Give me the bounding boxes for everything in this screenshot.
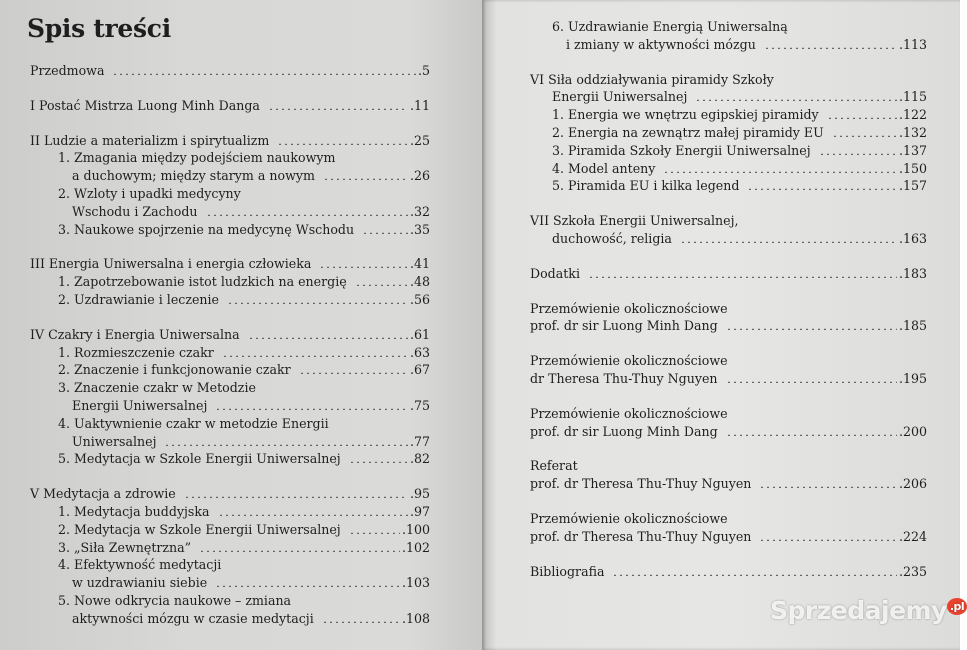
page-number: .102 [401,539,430,555]
dot-leader [184,488,408,498]
page-number: .195 [898,370,927,386]
dot-leader [277,135,408,145]
toc-entry [530,300,927,336]
page-number: .137 [898,142,927,158]
dot-leader [112,65,416,75]
toc-entry [30,326,430,344]
dot-leader [248,329,408,339]
dot-leader [215,400,408,410]
toc-entry [30,361,430,379]
toc-entry-text: 1. Medytacja buddyjska [58,503,210,519]
toc-entry-text: 2. Medytacja w Szkole Energii Uniwersalnej [58,521,341,537]
dot-leader [322,613,400,623]
dot-leader [355,276,408,286]
dot-leader [218,506,408,516]
page-number: .56 [409,291,430,307]
toc-entry-text: Referat [530,458,578,474]
page-number: .48 [409,274,430,290]
page-number: .5 [417,63,430,78]
toc-entry-text: 3. Naukowe spojrzenie na medycynę Wschodu [58,221,355,237]
watermark-logo: Sprzedajemy $^{.pl}$ [770,596,967,625]
toc-entry [30,379,430,415]
toc-entry [30,503,430,521]
toc-entry-text: 3. „Siła Zewnętrzna” [58,539,192,555]
dot-leader [222,347,408,357]
toc-list-right [530,18,927,580]
toc-entry-text: V Medytacja a zdrowie [30,486,176,502]
toc-entry [30,415,430,451]
dot-leader [680,233,897,243]
page-number: .32 [409,203,430,219]
toc-entry [30,344,430,362]
page-number: .113 [898,36,927,52]
toc-entry-text: IV Czakry i Energia Uniwersalna [30,326,240,342]
page-number: .75 [409,397,430,413]
toc-entry [530,71,927,107]
dot-leader [206,206,408,216]
toc-entry-text: prof. dr sir Luong Minh Dang [530,318,718,334]
toc-entry [530,265,927,283]
toc-entry-text: Energii Uniwersalnej [72,397,208,413]
toc-entry-text: 6. Uzdrawianie Energią Uniwersalną [552,19,788,34]
toc-entry-text: 5. Medytacja w Szkole Energii Uniwersalnej [58,451,341,467]
page-number: .97 [409,503,430,519]
page-number: .100 [401,521,430,537]
toc-entry-text: dr Theresa Thu-Thuy Nguyen [530,370,718,386]
toc-entry [30,255,430,273]
toc-entry-text: Przedmowa [30,63,105,78]
dot-leader [268,100,408,110]
dot-leader [726,426,897,436]
toc-entry-text: Bibliografia [530,563,605,579]
toc-entry [30,556,430,592]
dot-leader [832,127,897,137]
dot-leader [349,453,408,463]
page-number: .183 [898,265,927,281]
toc-entry [30,450,430,468]
dot-leader [764,39,897,49]
toc-entry-text: Energii Uniwersalnej [552,89,688,105]
page-number: .82 [409,451,430,467]
toc-entry-text: 3. Znaczenie czakr w Metodzie [58,380,256,396]
page-number: .115 [898,89,927,105]
toc-entry [30,62,430,80]
right-page [482,0,960,650]
dot-leader [362,224,408,234]
toc-entry-text: aktywności mózgu w czasie medytacji [72,610,314,626]
toc-entry [30,149,430,185]
toc-entry-text: 2. Uzdrawianie i leczenie [58,291,220,307]
page-number: .95 [409,486,430,502]
toc-entry-text: Uniwersalnej [72,433,157,449]
toc-entry [30,221,430,239]
page-number: .200 [898,423,927,439]
page-number: .41 [409,256,430,272]
dot-leader [726,373,897,383]
toc-entry [30,97,430,115]
toc-entry [30,521,430,539]
toc-entry-text: 3. Piramida Szkoły Energii Uniwersalnej [552,142,811,158]
page-number: .224 [898,528,927,544]
dot-leader [299,364,408,374]
toc-entry-text: Przemówienie okolicznościowe [530,300,728,316]
dot-leader [323,170,408,180]
dot-leader [349,524,400,534]
toc-entry [30,592,430,628]
toc-entry [530,124,927,142]
toc-entry [530,106,927,124]
toc-entry-text: 5. Piramida EU i kilka legend [552,178,740,194]
toc-entry-text: 2. Wzloty i upadki medycyny [58,185,241,201]
toc-entry [530,212,927,248]
toc-entry-text: 1. Zmagania między podejściem naukowym [58,150,336,166]
dot-leader [612,566,896,576]
page-number: .25 [409,132,430,148]
toc-entry-text: duchowość, religia [552,230,672,246]
toc-entry [30,291,430,309]
page-number: .11 [409,97,430,113]
toc-entry-text: 1. Energia we wnętrzu egipskiej piramidy [552,107,819,123]
dot-leader [588,268,897,278]
dot-leader [227,294,408,304]
toc-entry-text: 1. Rozmieszczenie czakr [58,344,214,360]
toc-entry [30,132,430,150]
dot-leader [726,320,897,330]
toc-list-left [30,62,430,628]
toc-entry [530,510,927,546]
dot-leader [663,163,897,173]
dot-leader [695,91,897,101]
toc-entry [530,142,927,160]
toc-entry [30,485,430,503]
page-number: .103 [401,575,430,591]
page-number: .108 [401,610,430,626]
toc-entry [530,352,927,388]
dot-leader [747,180,897,190]
toc-entry-text: Dodatki [530,265,580,281]
toc-entry [30,539,430,557]
page-number: .122 [898,107,927,123]
page-number: .77 [409,433,430,449]
toc-entry-text: a duchowym; między starym a nowym [72,168,315,184]
toc-entry-text: Przemówienie okolicznościowe [530,353,728,369]
toc-entry-text: prof. dr Theresa Thu-Thuy Nguyen [530,528,752,544]
dot-leader [759,478,897,488]
page-number: .185 [898,318,927,334]
dot-leader [319,258,408,268]
toc-entry [530,177,927,195]
toc-entry [530,18,927,54]
toc-entry-text: 4. Efektywność medytacji [58,557,222,573]
dot-leader [819,145,897,155]
toc-entry [530,563,927,581]
left-page [0,0,482,650]
toc-entry-text: VII Szkoła Energii Uniwersalnej, [530,213,739,229]
toc-entry-text: 5. Nowe odkrycia naukowe – zmiana [58,592,292,608]
page-number: .67 [409,362,430,378]
page-number: .35 [409,221,430,237]
page-number: .157 [898,178,927,194]
toc-entry-text: 4. Uaktywnienie czakr w metodzie Energii [58,415,329,431]
toc-entry-text: w uzdrawianiu siebie [72,575,208,591]
page-number: .235 [898,563,927,579]
page-title: Spis treści [27,14,171,43]
toc-entry-text: II Ludzie a materializm i spirytualizm [30,132,270,148]
toc-entry-text: i zmiany w aktywności mózgu [566,36,756,52]
toc-entry-text: prof. dr Theresa Thu-Thuy Nguyen [530,476,752,492]
toc-entry-text: Wschodu i Zachodu [72,203,198,219]
page-number: .206 [898,476,927,492]
toc-entry-text: 1. Zapotrzebowanie istot ludzkich na energię [58,274,347,290]
toc-entry [530,160,927,178]
toc-entry-text: prof. dr sir Luong Minh Dang [530,423,718,439]
dot-leader [827,109,897,119]
toc-entry [30,185,430,221]
toc-entry-text: Przemówienie okolicznościowe [530,405,728,421]
toc-entry [530,457,927,493]
dot-leader [759,531,897,541]
toc-entry [30,273,430,291]
toc-entry-text: 2. Znaczenie i funkcjonowanie czakr [58,362,291,378]
dot-leader [164,436,407,446]
toc-entry-text: VI Siła oddziaływania piramidy Szkoły [530,71,774,87]
toc-entry-text: III Energia Uniwersalna i energia człowieka [30,256,312,272]
toc-entry-text: I Postać Mistrza Luong Minh Danga [30,97,260,113]
page-number: .63 [409,344,430,360]
page-number: .61 [409,326,430,342]
dot-leader [199,542,400,552]
page-number: .163 [898,230,927,246]
toc-entry-text: Przemówienie okolicznościowe [530,510,728,526]
toc-entry-text: 2. Energia na zewnątrz małej piramidy EU [552,124,824,140]
toc-entry [530,405,927,441]
dot-leader [215,577,400,587]
page-number: .132 [898,124,927,140]
toc-entry-text: 4. Model anteny [552,160,656,176]
page-number: .150 [898,160,927,176]
page-number: .26 [409,168,430,184]
